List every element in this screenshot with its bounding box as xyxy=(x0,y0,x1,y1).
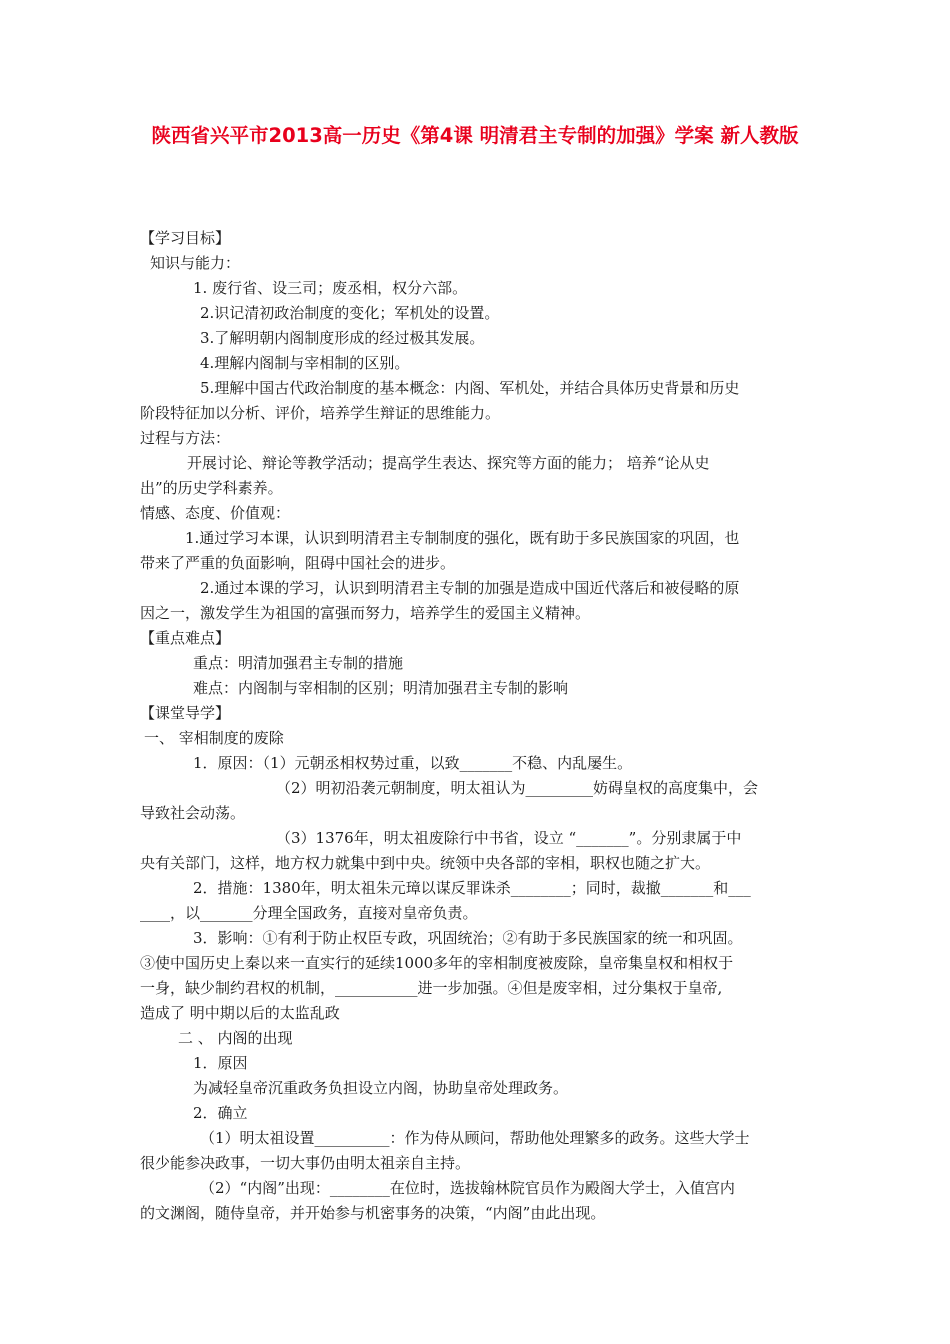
guide-text: （2）“内阁”出现：________在位时，选拔翰林院官员作为殿阁大学士，入值宫内 xyxy=(200,1179,735,1197)
subheading-knowledge: 知识与能力： xyxy=(150,254,241,272)
objective-item: 5.理解中国古代政治制度的基本概念：内阁、军机处，并结合具体历史背景和历史 xyxy=(200,379,740,397)
guide-text-continued: 导致社会动荡。 xyxy=(140,804,246,822)
values-item-continued: 因之一，激发学生为祖国的富强而努力，培养学生的爱国主义精神。 xyxy=(140,604,591,622)
objective-item: 4.理解内阁制与宰相制的区别。 xyxy=(200,354,410,372)
subheading-process: 过程与方法： xyxy=(140,429,231,447)
guide-text-continued: 很少能参决政事，一切大事仍由明太祖亲自主持。 xyxy=(140,1154,471,1172)
values-item: 1.通过学习本课，认识到明清君主专制制度的强化，既有助于多民族国家的巩固，也 xyxy=(185,529,740,547)
values-item-continued: 带来了严重的负面影响，阻碍中国社会的进步。 xyxy=(140,554,456,572)
subheading-values: 情感、态度、价值观： xyxy=(140,504,291,522)
guide-text: 3．影响：①有利于防止权臣专政，巩固统治；②有助于多民族国家的统一和巩固。 xyxy=(193,929,743,947)
guide-text-continued: 造成了 明中期以后的太监乱政 xyxy=(140,1004,340,1022)
part-heading-two: 二 、 内阁的出现 xyxy=(178,1029,293,1047)
guide-subheading: 2．确立 xyxy=(193,1104,248,1122)
guide-text: （1）明太祖设置__________：作为侍从顾问，帮助他处理繁多的政务。这些大学士 xyxy=(200,1129,750,1147)
guide-subheading: 1．原因 xyxy=(193,1054,248,1072)
part-heading-one: 一、 宰相制度的废除 xyxy=(144,729,284,747)
guide-text: 2．措施：1380年，明太祖朱元璋以谋反罪诛杀________；同时，裁撤_______和___ xyxy=(193,879,751,897)
guide-text: （3）1376年，明太祖废除行中书省，设立 “_______”。分别隶属于中 xyxy=(276,829,742,847)
guide-text: （2）明初沿袭元朝制度，明太祖认为_________妨碍皇权的高度集中，会 xyxy=(276,779,759,797)
difficult-point: 难点：内阁制与宰相制的区别；明清加强君主专制的影响 xyxy=(193,679,569,697)
guide-text-continued: 一身，缺少制约君权的机制，___________进一步加强。④但是废宰相，过分集权于皇帝, xyxy=(140,979,723,997)
key-point: 重点：明清加强君主专制的措施 xyxy=(193,654,404,672)
guide-text: 为减轻皇帝沉重政务负担设立内阁，协助皇帝处理政务。 xyxy=(193,1079,569,1097)
guide-text-continued: 央有关部门，这样，地方权力就集中到中央。统领中央各部的宰相，职权也随之扩大。 xyxy=(140,854,711,872)
objective-item-continued: 阶段特征加以分析、评价，培养学生辩证的思维能力。 xyxy=(140,404,501,422)
process-text: 开展讨论、辩论等教学活动；提高学生表达、探究等方面的能力； 培养“论从史 xyxy=(187,454,710,472)
document-title: 陕西省兴平市2013高一历史《第4课 明清君主专制的加强》学案 新人教版 xyxy=(151,124,799,147)
objective-item: 3.了解明朝内阁制度形成的经过极其发展。 xyxy=(200,329,485,347)
section-heading-guide: 【课堂导学】 xyxy=(140,704,231,722)
section-heading-objectives: 【学习目标】 xyxy=(140,229,231,247)
process-text-continued: 出”的历史学科素养。 xyxy=(140,479,283,497)
objective-item: 1. 废行省、设三司；废丞相，权分六部。 xyxy=(193,279,468,297)
objective-item: 2.识记清初政治制度的变化；军机处的设置。 xyxy=(200,304,500,322)
guide-text-continued: 的文渊阁，随侍皇帝，并开始参与机密事务的决策，“内阁”由此出现。 xyxy=(140,1204,606,1222)
guide-text-continued: ____，以_______分理全国政务，直接对皇帝负责。 xyxy=(140,904,478,922)
guide-text-continued: ③使中国历史上秦以来一直实行的延续1000多年的宰相制度被废除，皇帝集皇权和相权于 xyxy=(140,954,734,972)
values-item: 2.通过本课的学习，认识到明清君主专制的加强是造成中国近代落后和被侵略的原 xyxy=(200,579,740,597)
guide-text: 1．原因：（1）元朝丞相权势过重，以致_______不稳、内乱屡生。 xyxy=(193,754,633,772)
section-heading-key-points: 【重点难点】 xyxy=(140,629,231,647)
